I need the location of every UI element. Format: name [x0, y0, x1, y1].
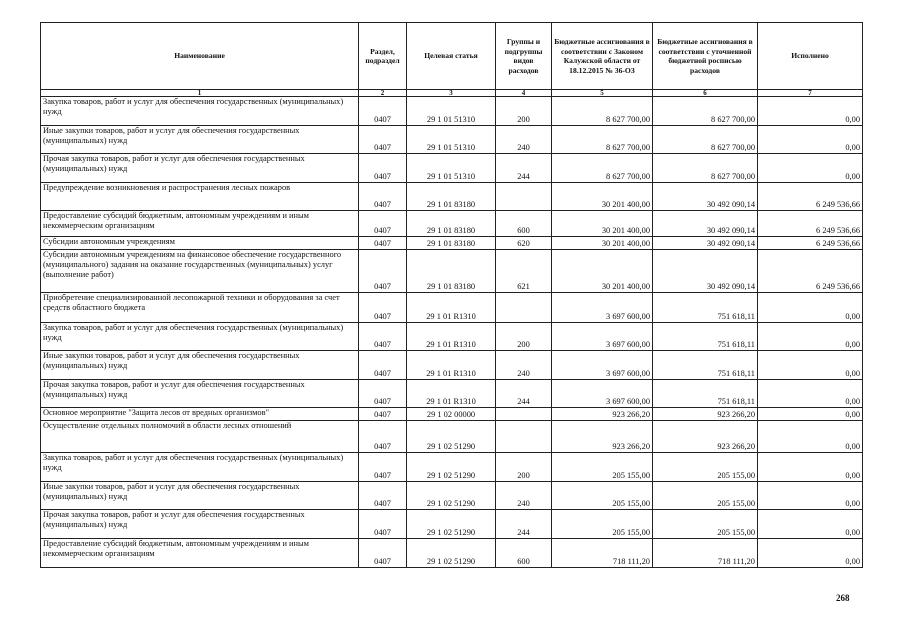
row-group: [496, 408, 552, 421]
row-budget-law: 923 266,20: [552, 408, 653, 421]
row-budget-refined: 8 627 700,00: [653, 154, 758, 183]
row-budget-law: 3 697 600,00: [552, 351, 653, 380]
row-target: 29 1 01 R1310: [407, 293, 496, 323]
row-budget-refined: 30 492 090,14: [653, 250, 758, 293]
row-name: Прочая закупка товаров, работ и услуг для обеспечения государственных (муниципальных) нужд: [41, 154, 359, 183]
row-target: 29 1 02 51290: [407, 453, 496, 482]
row-name: Основное мероприятие "Защита лесов от вредных организмов": [41, 408, 359, 421]
row-section: 0407: [359, 250, 407, 293]
table-row: [41, 510, 863, 539]
row-executed: 0,00: [758, 380, 863, 408]
row-name: Прочая закупка товаров, работ и услуг для обеспечения государственных (муниципальных) нужд: [41, 510, 359, 539]
row-budget-refined: 923 266,20: [653, 408, 758, 421]
column-numbers-row: [41, 90, 863, 97]
row-budget-refined: 8 627 700,00: [653, 126, 758, 154]
column-number: 7: [758, 90, 863, 97]
row-target: 29 1 02 51290: [407, 510, 496, 539]
row-executed: 6 249 536,66: [758, 237, 863, 250]
column-number: 1: [41, 90, 359, 97]
table-row: [41, 126, 863, 154]
row-executed: 6 249 536,66: [758, 211, 863, 237]
row-group: 620: [496, 237, 552, 250]
column-number: 4: [496, 90, 552, 97]
row-executed: 0,00: [758, 453, 863, 482]
row-budget-law: 8 627 700,00: [552, 126, 653, 154]
row-budget-law: 30 201 400,00: [552, 183, 653, 211]
row-name: Прочая закупка товаров, работ и услуг для обеспечения государственных (муниципальных) нужд: [41, 380, 359, 408]
row-budget-refined: 751 618,11: [653, 380, 758, 408]
header-row: [41, 23, 863, 90]
row-budget-law: 30 201 400,00: [552, 237, 653, 250]
row-budget-law: 30 201 400,00: [552, 250, 653, 293]
row-executed: 0,00: [758, 351, 863, 380]
table-row: [41, 211, 863, 237]
row-section: 0407: [359, 97, 407, 126]
header-budget-refined: Бюджетные ассигнования в соответствии с уточненной бюджетной росписью расходов: [653, 23, 758, 90]
row-section: 0407: [359, 380, 407, 408]
row-budget-law: 718 111,20: [552, 539, 653, 568]
row-executed: 0,00: [758, 323, 863, 351]
table-body: [41, 97, 863, 568]
row-target: 29 1 02 51290: [407, 482, 496, 510]
row-executed: 6 249 536,66: [758, 250, 863, 293]
row-name: Предупреждение возникновения и распространения лесных пожаров: [41, 183, 359, 211]
row-executed: 0,00: [758, 154, 863, 183]
row-name: Предоставление субсидий бюджетным, автономным учреждениям и иным некоммерческим организациям: [41, 211, 359, 237]
table-row: [41, 237, 863, 250]
row-target: 29 1 01 R1310: [407, 380, 496, 408]
row-name: Осуществление отдельных полномочий в области лесных отношений: [41, 421, 359, 453]
row-name: Субсидии автономным учреждениям: [41, 237, 359, 250]
table-row: [41, 97, 863, 126]
row-name: Иные закупки товаров, работ и услуг для обеспечения государственных (муниципальных) нужд: [41, 351, 359, 380]
row-group: 600: [496, 539, 552, 568]
row-name: Субсидии автономным учреждениям на финансовое обеспечение государственного (муниципального) задания на оказание государственных (муниципальных) услуг (выполнение работ): [41, 250, 359, 293]
row-section: 0407: [359, 154, 407, 183]
header-section: Раздел, подраздел: [359, 23, 407, 90]
row-target: 29 1 01 83180: [407, 211, 496, 237]
row-target: 29 1 01 83180: [407, 237, 496, 250]
table-row: [41, 323, 863, 351]
row-group: 200: [496, 453, 552, 482]
row-executed: 0,00: [758, 539, 863, 568]
row-group: [496, 421, 552, 453]
row-section: 0407: [359, 323, 407, 351]
row-target: 29 1 01 51310: [407, 154, 496, 183]
row-group: [496, 183, 552, 211]
row-executed: 6 249 536,66: [758, 183, 863, 211]
header-group: Группы и подгруппы видов расходов: [496, 23, 552, 90]
row-group: 240: [496, 126, 552, 154]
row-section: 0407: [359, 211, 407, 237]
row-executed: 0,00: [758, 510, 863, 539]
row-group: 244: [496, 154, 552, 183]
table-row: [41, 351, 863, 380]
row-executed: 0,00: [758, 482, 863, 510]
row-group: 244: [496, 510, 552, 539]
row-budget-law: 205 155,00: [552, 482, 653, 510]
row-budget-law: 923 266,20: [552, 421, 653, 453]
row-group: [496, 293, 552, 323]
row-target: 29 1 01 83180: [407, 183, 496, 211]
row-group: 200: [496, 97, 552, 126]
row-budget-law: 3 697 600,00: [552, 323, 653, 351]
table-row: [41, 539, 863, 568]
page-number: 268: [836, 593, 850, 603]
table-row: [41, 421, 863, 453]
row-target: 29 1 01 R1310: [407, 351, 496, 380]
row-budget-law: 3 697 600,00: [552, 293, 653, 323]
row-section: 0407: [359, 510, 407, 539]
row-target: 29 1 01 51310: [407, 97, 496, 126]
row-budget-refined: 751 618,11: [653, 323, 758, 351]
row-executed: 0,00: [758, 97, 863, 126]
row-budget-law: 8 627 700,00: [552, 154, 653, 183]
table-row: [41, 453, 863, 482]
column-number: 6: [653, 90, 758, 97]
row-group: 621: [496, 250, 552, 293]
header-name: Наименование: [41, 23, 359, 90]
row-section: 0407: [359, 351, 407, 380]
header-target: Целевая статья: [407, 23, 496, 90]
table-row: [41, 154, 863, 183]
column-number: 3: [407, 90, 496, 97]
row-budget-refined: 8 627 700,00: [653, 97, 758, 126]
row-name: Закупка товаров, работ и услуг для обеспечения государственных (муниципальных) нужд: [41, 453, 359, 482]
row-name: Иные закупки товаров, работ и услуг для обеспечения государственных (муниципальных) нужд: [41, 126, 359, 154]
row-section: 0407: [359, 408, 407, 421]
row-group: 200: [496, 323, 552, 351]
row-section: 0407: [359, 421, 407, 453]
row-section: 0407: [359, 453, 407, 482]
row-target: 29 1 02 51290: [407, 421, 496, 453]
row-name: Иные закупки товаров, работ и услуг для обеспечения государственных (муниципальных) нужд: [41, 482, 359, 510]
table-row: [41, 293, 863, 323]
row-executed: 0,00: [758, 293, 863, 323]
row-section: 0407: [359, 482, 407, 510]
row-budget-refined: 205 155,00: [653, 482, 758, 510]
row-name: Приобретение специализированной лесопожарной техники и оборудования за счет средств областного бюджета: [41, 293, 359, 323]
row-group: 240: [496, 351, 552, 380]
row-target: 29 1 02 00000: [407, 408, 496, 421]
row-budget-refined: 205 155,00: [653, 453, 758, 482]
budget-table-sheet: [40, 22, 862, 568]
row-section: 0407: [359, 539, 407, 568]
table-row: [41, 183, 863, 211]
row-budget-refined: 30 492 090,14: [653, 237, 758, 250]
row-budget-law: 205 155,00: [552, 453, 653, 482]
row-target: 29 1 02 51290: [407, 539, 496, 568]
row-section: 0407: [359, 126, 407, 154]
table-row: [41, 250, 863, 293]
row-section: 0407: [359, 237, 407, 250]
row-budget-refined: 923 266,20: [653, 421, 758, 453]
header-budget-law: Бюджетные ассигнования в соответствии с Законом Калужской области от 18.12.2015 № 36-ОЗ: [552, 23, 653, 90]
row-group: 600: [496, 211, 552, 237]
row-section: 0407: [359, 183, 407, 211]
row-budget-refined: 30 492 090,14: [653, 183, 758, 211]
row-budget-refined: 205 155,00: [653, 510, 758, 539]
row-budget-refined: 751 618,11: [653, 351, 758, 380]
row-budget-refined: 751 618,11: [653, 293, 758, 323]
row-name: Закупка товаров, работ и услуг для обеспечения государственных (муниципальных) нужд: [41, 97, 359, 126]
row-group: 244: [496, 380, 552, 408]
row-executed: 0,00: [758, 421, 863, 453]
row-target: 29 1 01 83180: [407, 250, 496, 293]
row-target: 29 1 01 R1310: [407, 323, 496, 351]
table-row: [41, 482, 863, 510]
row-group: 240: [496, 482, 552, 510]
header-executed: Исполнено: [758, 23, 863, 90]
row-budget-law: 30 201 400,00: [552, 211, 653, 237]
row-section: 0407: [359, 293, 407, 323]
row-executed: 0,00: [758, 126, 863, 154]
row-target: 29 1 01 51310: [407, 126, 496, 154]
row-name: Закупка товаров, работ и услуг для обеспечения государственных (муниципальных) нужд: [41, 323, 359, 351]
column-number: 2: [359, 90, 407, 97]
row-budget-refined: 30 492 090,14: [653, 211, 758, 237]
table-row: [41, 408, 863, 421]
row-executed: 0,00: [758, 408, 863, 421]
row-budget-refined: 718 111,20: [653, 539, 758, 568]
row-budget-law: 3 697 600,00: [552, 380, 653, 408]
budget-table: [40, 22, 863, 568]
column-number: 5: [552, 90, 653, 97]
table-row: [41, 380, 863, 408]
row-name: Предоставление субсидий бюджетным, автономным учреждениям и иным некоммерческим организациям: [41, 539, 359, 568]
row-budget-law: 8 627 700,00: [552, 97, 653, 126]
row-budget-law: 205 155,00: [552, 510, 653, 539]
